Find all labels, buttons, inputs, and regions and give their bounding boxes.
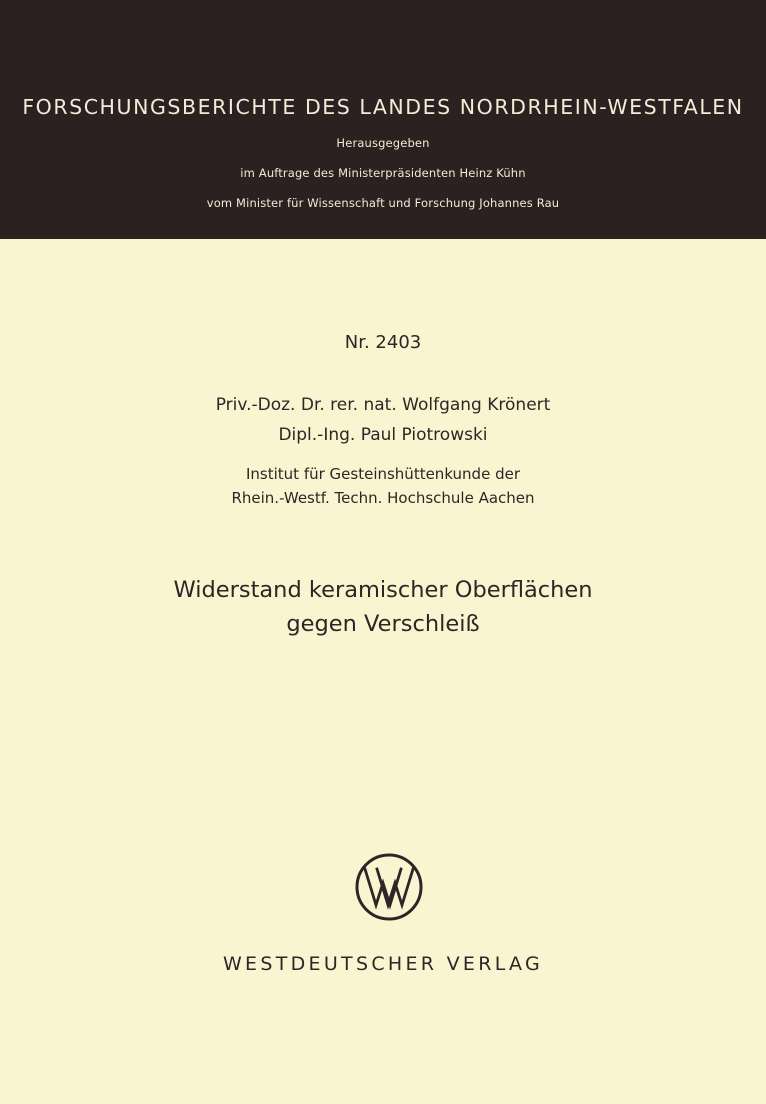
series-title: FORSCHUNGSBERICHTE DES LANDES NORDRHEIN-WESTFALEN <box>22 95 744 119</box>
book-title-line-1: Widerstand keramischer Oberflächen <box>173 577 593 603</box>
westdeutscher-verlag-ww-logo-icon <box>354 852 424 922</box>
header-editor-label: Herausgegeben <box>336 136 430 150</box>
author-2: Dipl.-Ing. Paul Piotrowski <box>278 425 488 445</box>
publisher-name: WESTDEUTSCHER VERLAG <box>222 953 544 975</box>
author-1: Priv.-Doz. Dr. rer. nat. Wolfgang Krönert <box>215 395 551 415</box>
header-commission-line: im Auftrage des Ministerpräsidenten Heinz Kühn <box>240 166 526 180</box>
report-number: Nr. 2403 <box>344 332 422 353</box>
book-title-line-2: gegen Verschleiß <box>286 611 480 637</box>
institute-line-1: Institut für Gesteinshüttenkunde der <box>245 465 520 483</box>
institute-line-2: Rhein.-Westf. Techn. Hochschule Aachen <box>231 489 535 507</box>
series-header-band <box>0 0 766 239</box>
header-minister-line: vom Minister für Wissenschaft und Forschung Johannes Rau <box>206 196 560 210</box>
